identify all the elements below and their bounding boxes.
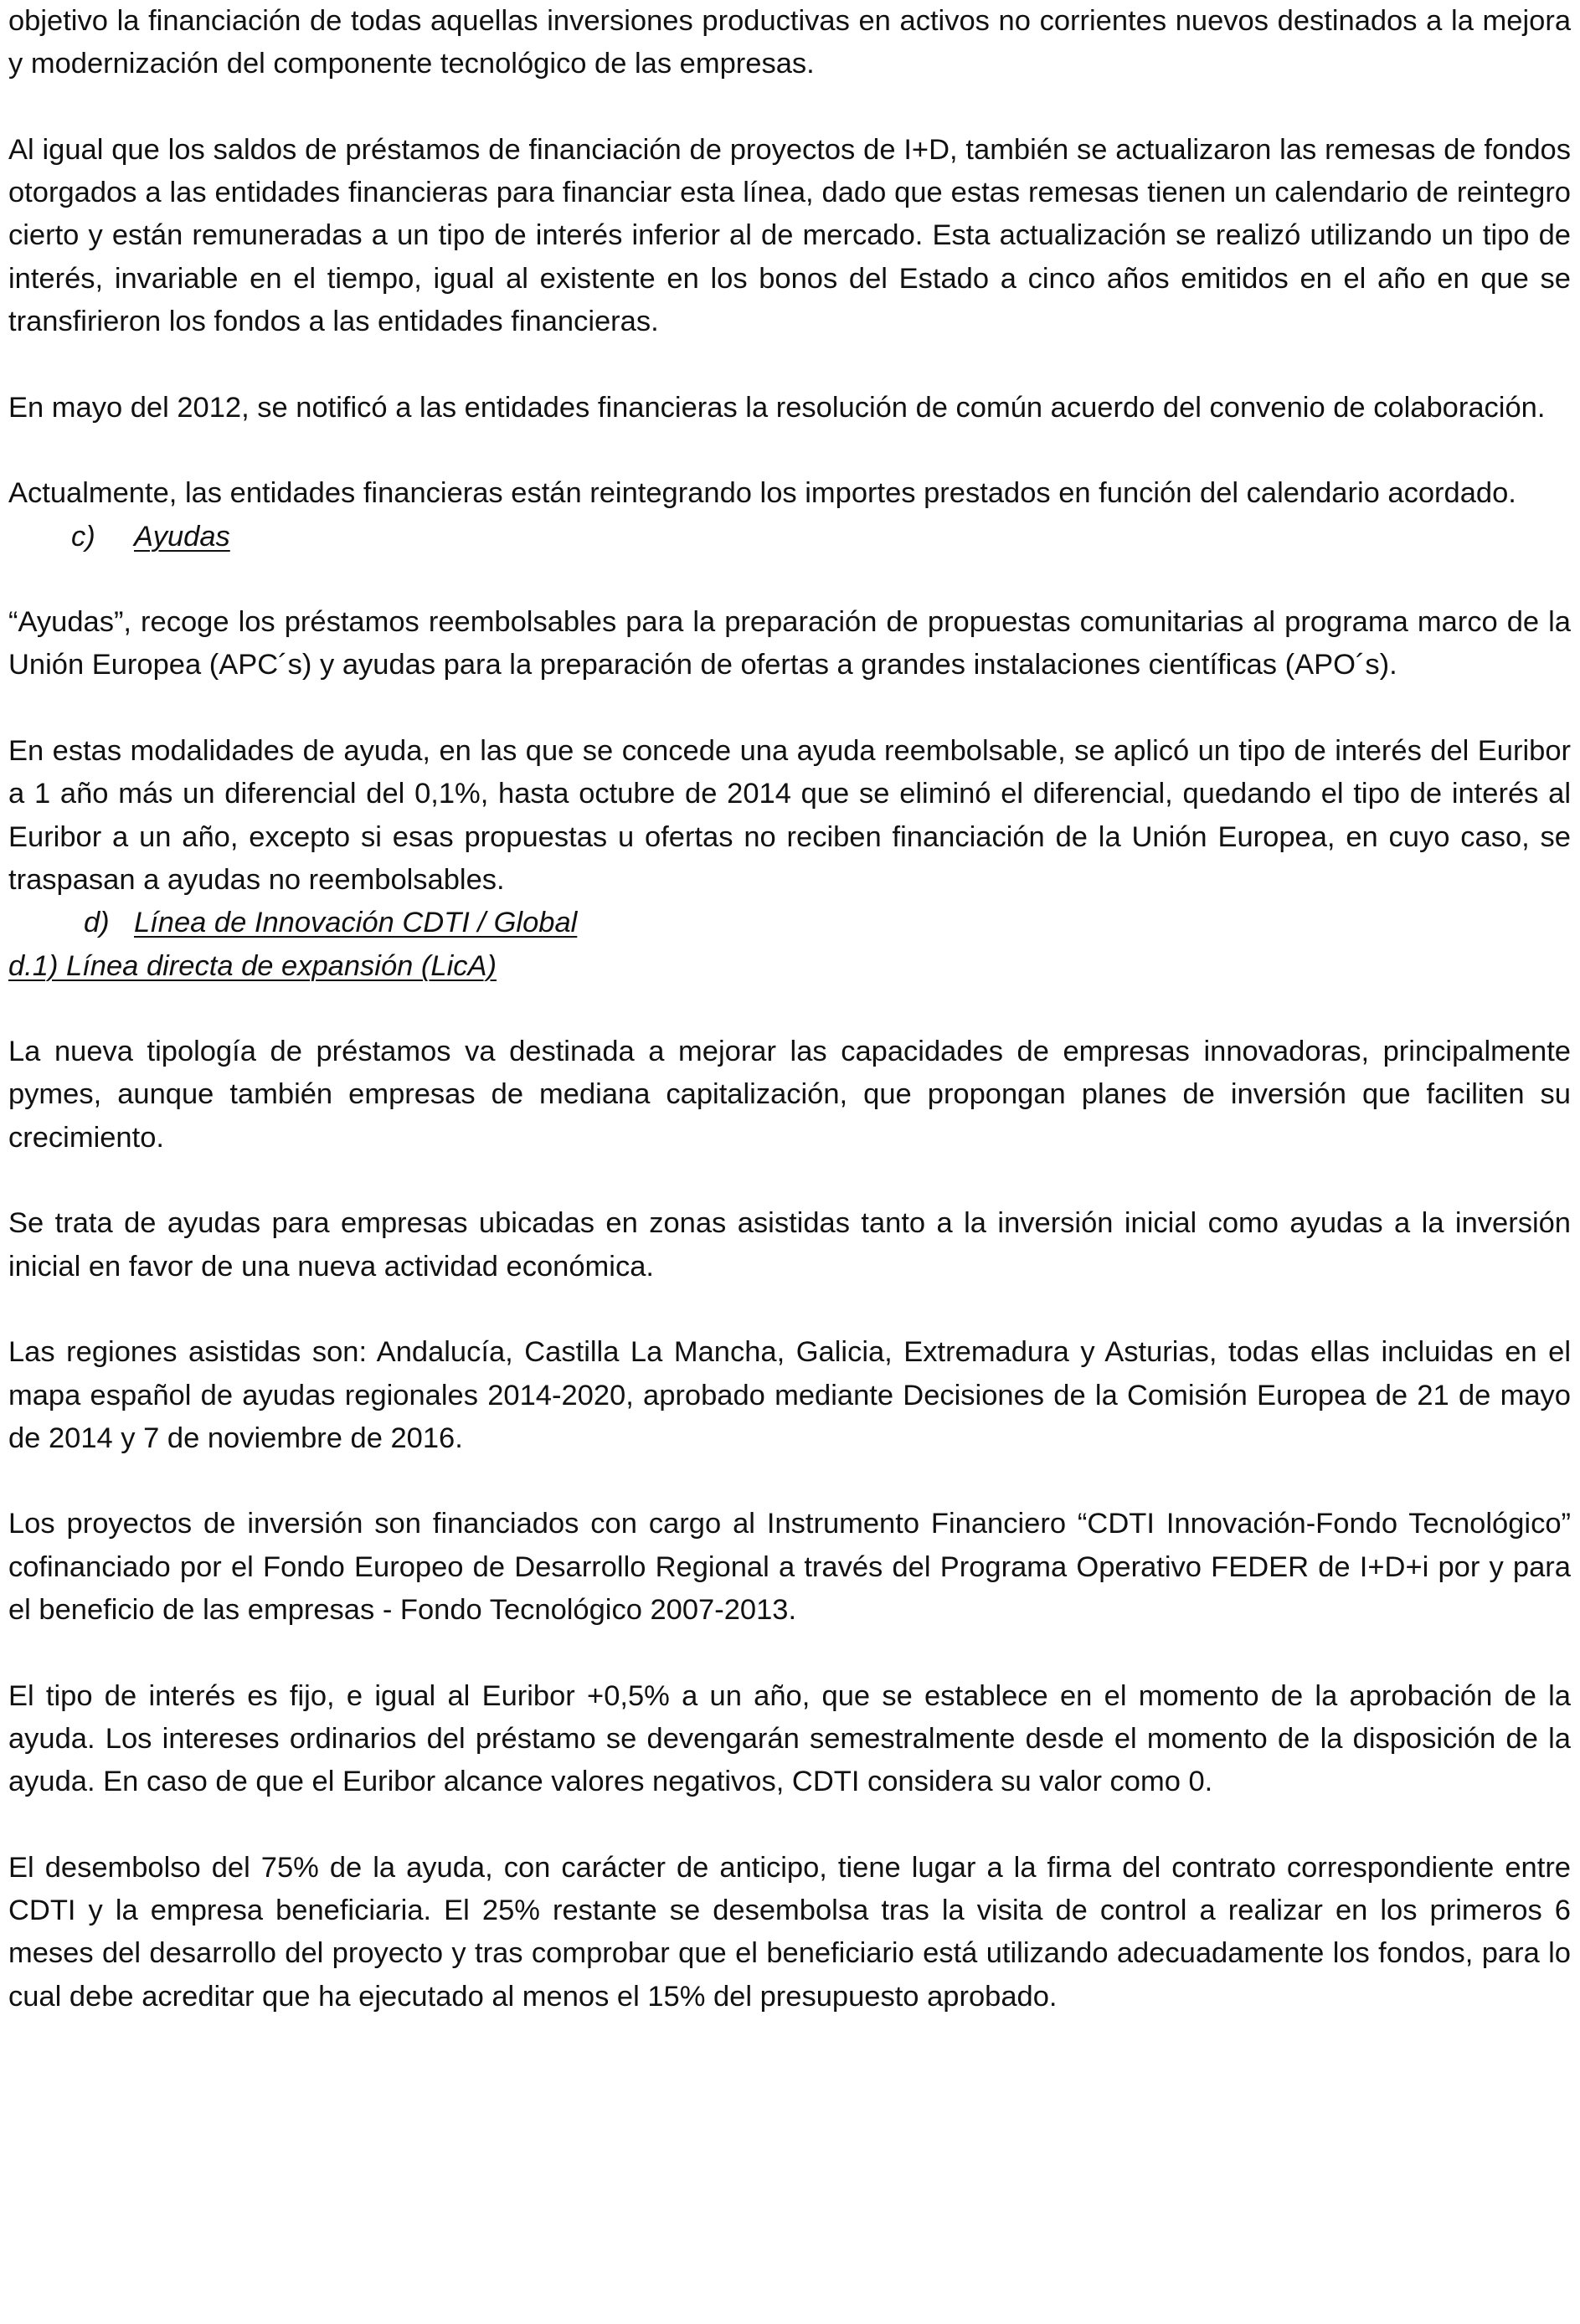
section-heading-ayudas: [8, 516, 1571, 558]
paragraph-intro-continuation: objetivo la financiación de todas aquellas inversiones productivas en activos no corrientes nuevos destinados a la mejora y modernización del componente tecnológico de las empresas.: [8, 5, 1571, 80]
subsection-heading-lica: [8, 945, 1571, 988]
paragraph-reintegro-actual: Actualmente, las entidades financieras están reintegrando los importes prestados en función del calendario acordado.: [8, 477, 1516, 510]
paragraph-tipo-interes: El tipo de interés es fijo, e igual al Euribor +0,5% a un año, que se establece en el momento de la aprobación de la ayuda. Los intereses ordinarios del préstamo se devengarán semestralmente desde el momento de la disposición de la ayuda. En caso de que el Euribor alcance valores negativos, CDTI considera su valor como 0.: [8, 1679, 1571, 1798]
paragraph-financiacion-feder: Los proyectos de inversión son financiados con cargo al Instrumento Financiero “CDTI Innovación-Fondo Tecnológico” cofinanciado por el Fondo Europeo de Desarrollo Regional a través del Programa Operativo FEDER de I+D+i por y para el beneficio de las empresas - Fondo Tecnológico 2007-2013.: [8, 1508, 1571, 1626]
subsection-title-lica: d.1) Línea directa de expansión (LicA): [8, 949, 497, 982]
paragraph-mayo-2012: En mayo del 2012, se notificó a las entidades financieras la resolución de común acuerdo del convenio de colaboración.: [8, 391, 1546, 424]
document-page: [8, 0, 1571, 2018]
paragraph-desembolso: El desembolso del 75% de la ayuda, con carácter de anticipo, tiene lugar a la firma del contrato correspondiente entre CDTI y la empresa beneficiaria. El 25% restante se desembolsa tras la visita de control a realizar en los primeros 6 meses del desarrollo del proyecto y tras comprobar que el beneficiario está utilizando adecuadamente los fondos, para lo cual debe acreditar que ha ejecutado al menos el 15% del presupuesto aprobado.: [8, 1851, 1571, 2013]
paragraph-ayudas-interes: En estas modalidades de ayuda, en las que se concede una ayuda reembolsable, se aplicó un tipo de interés del Euribor a 1 año más un diferencial del 0,1%, hasta octubre de 2014 que se eliminó el diferencial, quedando el tipo de interés al Euribor a un año, excepto si esas propuestas u ofertas no reciben financiación de la Unión Europea, en cuyo caso, se traspasan a ayudas no reembolsables.: [8, 735, 1571, 896]
paragraph-regiones-asistidas: Las regiones asistidas son: Andalucía, Castilla La Mancha, Galicia, Extremadura y Asturias, todas ellas incluidas en el mapa español de ayudas regionales 2014-2020, aprobado mediante Decisiones de la Comisión Europea de 21 de mayo de 2014 y 7 de noviembre de 2016.: [8, 1336, 1571, 1454]
paragraph-zonas-asistidas: Se trata de ayudas para empresas ubicadas en zonas asistidas tanto a la inversión inicial como ayudas a la inversión inicial en favor de una nueva actividad económica.: [8, 1207, 1571, 1283]
paragraph-tipologia-prestamos: La nueva tipología de préstamos va destinada a mejorar las capacidades de empresas innovadoras, principalmente pymes, aunque también empresas de mediana capitalización, que propongan planes de inversión que faciliten su crecimiento.: [8, 1036, 1571, 1154]
section-letter-c: c): [71, 520, 95, 553]
paragraph-ayudas-descripcion: “Ayudas”, recoge los préstamos reembolsables para la preparación de propuestas comunitarias al programa marco de la Unión Europea (APC´s) y ayudas para la preparación de ofertas a grandes instalaciones científicas (APO´s).: [8, 606, 1571, 681]
paragraph-remesas-actualizacion: Al igual que los saldos de préstamos de financiación de proyectos de I+D, también se actualizaron las remesas de fondos otorgados a las entidades financieras para financiar esta línea, dado que estas remesas tienen un calendario de reintegro cierto y están remuneradas a un tipo de interés inferior al de mercado. Esta actualización se realizó utilizando un tipo de interés, invariable en el tiempo, igual al existente en los bonos del Estado a cinco años emitidos en el año en que se transfirieron los fondos a las entidades financieras.: [8, 133, 1571, 338]
section-title-ayudas: Ayudas: [134, 520, 230, 553]
section-title-linea-innovacion: Línea de Innovación CDTI / Global: [134, 907, 578, 939]
section-heading-linea-innovacion: [8, 902, 1571, 944]
section-letter-d: d): [84, 907, 110, 939]
